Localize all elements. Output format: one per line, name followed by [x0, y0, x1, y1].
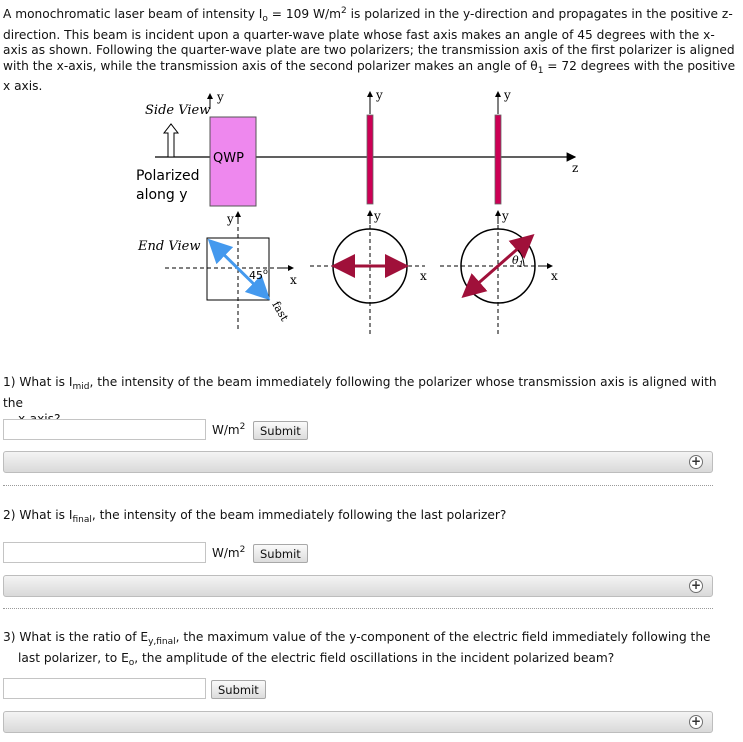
polarization-arrow-icon	[164, 124, 178, 157]
end-view-p1-y-label: y	[374, 209, 381, 223]
angle-45-label: 45$^o$	[249, 267, 268, 282]
q3-hint-bar[interactable]	[3, 711, 713, 733]
q2-answer-input[interactable]	[3, 542, 206, 563]
problem-statement: A monochromatic laser beam of intensity $I_o = 109$ $W/m^2$ is polarized in the y-direction and propagates in the positive z-direction. This beam is incident upon a quarter-wave plate whose fast axis makes an angle of 45 degrees with the x-axis as shown. Following the quarter-wave plate are two polarizers; the transmission axis of the first polarizer is aligned with the x-axis, while the transmission axis of the second polarizer makes an angle of $\theta_1 = 72$ degrees with the positive x axis.	[3, 6, 736, 93]
divider	[3, 485, 713, 486]
polarized-label: Polarized	[136, 168, 200, 184]
end-view-p2-y-label: y	[502, 209, 509, 223]
expand-plus-icon[interactable]: +	[690, 454, 702, 468]
z-label: z	[572, 161, 579, 175]
polarizer2-y-label: y	[504, 88, 511, 102]
q2-unit-label: $W/m^2$	[212, 545, 246, 560]
qwp-label: QWP	[213, 151, 244, 166]
q3-answer-input[interactable]	[3, 678, 206, 699]
question-1-text: 1) What is $I_{mid}$, the intensity of the beam immediately following the polarizer whose transmission axis is aligned with the	[3, 375, 717, 410]
q1-answer-input[interactable]	[3, 419, 206, 440]
q3-submit-button[interactable]: Submit	[211, 680, 266, 699]
along-y-label: along y	[136, 187, 188, 203]
divider	[3, 608, 713, 609]
q1-hint-bar[interactable]	[3, 451, 713, 473]
end-view-qwp-x-label: x	[290, 273, 297, 287]
end-view-p2-x-label: x	[551, 269, 558, 283]
optics-diagram	[0, 84, 743, 344]
q2-hint-bar[interactable]	[3, 575, 713, 597]
question-2-text: 2) What is $I_{final}$, the intensity of the beam immediately following the last polarizer?	[3, 508, 507, 525]
theta-label: $\theta_1$	[512, 254, 524, 269]
q2-submit-button[interactable]: Submit	[253, 544, 308, 563]
polarizer-1	[367, 115, 373, 204]
expand-plus-icon[interactable]: +	[690, 714, 702, 728]
polarizer1-y-label: y	[376, 88, 383, 102]
polarizer-2	[495, 115, 501, 204]
q1-unit-label: $W/m^2$	[212, 422, 246, 437]
end-view-p1-x-label: x	[420, 269, 427, 283]
q1-submit-button[interactable]: Submit	[253, 421, 308, 440]
qwp-y-label: y	[217, 90, 224, 104]
fast-label: fast	[269, 299, 292, 324]
end-view-label: End View	[138, 239, 201, 254]
side-view-label: Side View	[145, 103, 211, 118]
question-3-text: 3) What is the ratio of $E_{y,final}$, the maximum value of the y-component of the electric field immediately following the last polarizer, to $E_o$, the amplitude of the electric field oscillations in the incident polarized beam?	[3, 630, 711, 668]
expand-plus-icon[interactable]: +	[690, 578, 702, 592]
end-view-qwp-y-label: y	[227, 212, 234, 226]
